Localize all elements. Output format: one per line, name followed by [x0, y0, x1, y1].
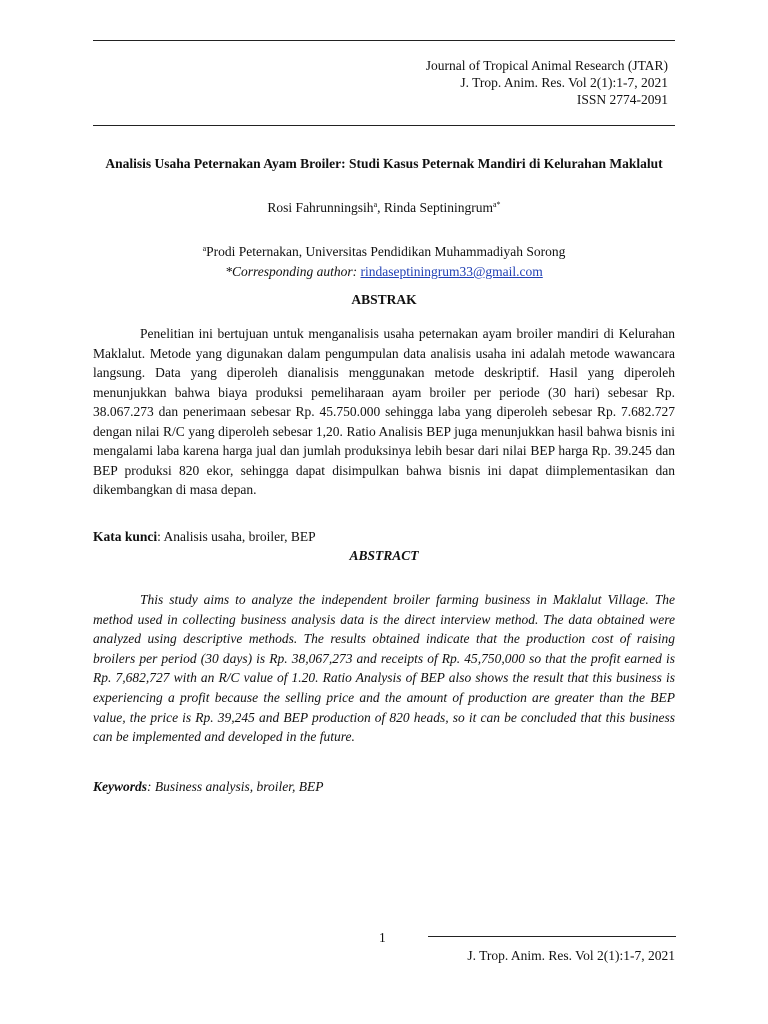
kata-kunci-label: Kata kunci [93, 529, 158, 544]
kata-kunci [93, 529, 316, 545]
affiliation-mark: a [202, 244, 207, 253]
author-name: Rinda Septiningrum [383, 200, 493, 215]
abstract-heading: ABSTRACT [349, 548, 419, 563]
header-bottom-rule [93, 125, 675, 126]
affiliation-block [0, 239, 768, 282]
footer-rule [428, 936, 676, 937]
abstrak-heading: ABSTRAK [351, 292, 417, 307]
corresponding-label: *Corresponding author: [225, 264, 358, 279]
journal-header [426, 57, 668, 108]
journal-issn: ISSN 2774-2091 [576, 92, 668, 107]
keywords-text: : Business analysis, broiler, BEP [147, 779, 324, 794]
abstrak-body: Penelitian ini bertujuan untuk menganalisis usaha peternakan ayam broiler mandiri di Kelurahan Maklalut. Metode yang digunakan dalam pengumpulan data analisis usaha ini adalah metode wawancara langsung. Data yang diperoleh dianalisis menggunakan metode deskriptif. Hasil yang diperoleh menunjukkan bahwa biaya produksi pemeliharaan ayam broiler per periode (30 hari) sebesar Rp. 38.067.273 dan penerimaan sebesar Rp. 45.750.000 sehingga laba yang diperoleh sebesar Rp. 7.682.727 dengan nilai R/C yang diperoleh sebesar 1,20. Ratio Analisis BEP juga menunjukkan hasil bahwa bisnis ini mengalami laba karena harga jual dan jumlah produksinya lebih besar dari nilai BEP harga Rp. 39.245 dan BEP produksi 820 ekor, sehingga dapat disimpulkan bahwa bisnis ini dapat diimplementasikan dan dikembangkan di masa depan. [93, 326, 675, 497]
affiliation [0, 239, 768, 262]
abstract-body: This study aims to analyze the independent broiler farming business in Maklalut Village. The method used in collecting business analysis data is the direct interview method. The data obtained were analyzed using descriptive methods. The results obtained indicate that the production cost of raising broilers per period (30 days) is Rp. 38,067,273 and receipts of Rp. 45,750,000 so that the profit earned is Rp. 7,682,727 with an R/C value of 1.20. Ratio Analysis of BEP also shows the result that this business is experiencing a profit because the selling price and the amount of production are greater than the BEP value, the price is Rp. 39,245 and BEP production of 820 heads, so it can be concluded that this business can be implemented and developed in the future. [93, 592, 675, 745]
footer-citation: J. Trop. Anim. Res. Vol 2(1):1-7, 2021 [467, 948, 675, 963]
affiliation-text: Prodi Peternakan, Universitas Pendidikan Muhammadiyah Sorong [206, 244, 566, 259]
keywords [93, 779, 324, 795]
author-affiliation-mark: a [373, 200, 378, 209]
keywords-label: Keywords [93, 779, 147, 794]
header-top-rule [93, 40, 675, 41]
corresponding-email-link[interactable]: rindaseptiningrum33@gmail.com [360, 264, 543, 279]
article-title: Analisis Usaha Peternakan Ayam Broiler: Studi Kasus Peternak Mandiri di Kelurahan Maklalut [105, 156, 663, 171]
page-number: 1 [379, 930, 386, 945]
author-separator: , [377, 200, 384, 215]
journal-citation: J. Trop. Anim. Res. Vol 2(1):1-7, 2021 [460, 75, 668, 90]
author-list [0, 200, 768, 216]
kata-kunci-text: : Analisis usaha, broiler, BEP [157, 529, 316, 544]
journal-name: Journal of Tropical Animal Research (JTAR) [425, 58, 668, 73]
author-name: Rosi Fahrunningsih [267, 200, 374, 215]
author-affiliation-mark: a* [493, 200, 501, 209]
corresponding-author [0, 262, 768, 282]
